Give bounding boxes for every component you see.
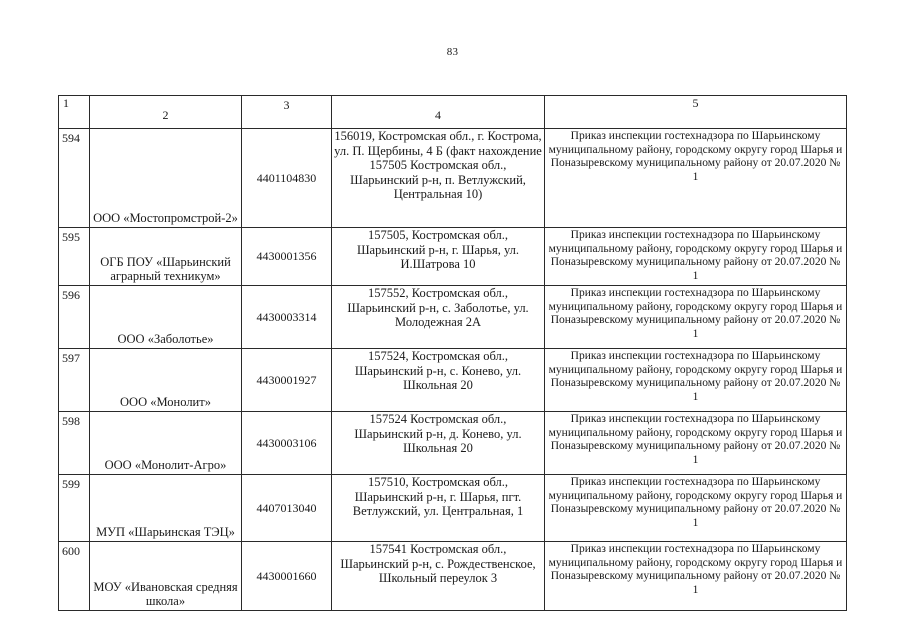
address: 157541 Костромская обл., Шарьинский р-н, с. Рождественское, Школьный переулок 3 <box>332 542 545 611</box>
address: 157524 Костромская обл., Шарьинский р-н, д. Конево, ул. Школьная 20 <box>332 412 545 475</box>
order-reference: Приказ инспекции гостехнадзора по Шарьинскому муниципальному району, городскому округу город Шарья и Поназыревскому муниципальному району от 20.07.2020 № 1 <box>545 542 847 611</box>
row-number: 597 <box>59 349 90 412</box>
table-row <box>59 129 847 228</box>
row-number: 600 <box>59 542 90 611</box>
order-reference: Приказ инспекции гостехнадзора по Шарьинскому муниципальному району, городскому округу город Шарья и Поназыревскому муниципальному району от 20.07.2020 № 1 <box>545 228 847 286</box>
inn-value: 4430001927 <box>242 349 332 412</box>
header-col-3: 3 <box>242 96 332 129</box>
row-number: 595 <box>59 228 90 286</box>
address: 157505, Костромская обл., Шарьинский р-н, г. Шарья, ул. И.Шатрова 10 <box>332 228 545 286</box>
inn-value: 4430001356 <box>242 228 332 286</box>
organization-name: МУП «Шарьинская ТЭЦ» <box>90 475 242 542</box>
inn-value: 4430003314 <box>242 286 332 349</box>
header-col-1: 1 <box>59 96 90 129</box>
table-row <box>59 542 847 611</box>
registry-table <box>58 95 847 611</box>
header-col-5: 5 <box>545 96 847 129</box>
row-number: 594 <box>59 129 90 228</box>
order-reference: Приказ инспекции гостехнадзора по Шарьинскому муниципальному району, городскому округу город Шарья и Поназыревскому муниципальному району от 20.07.2020 № 1 <box>545 129 847 228</box>
table-row <box>59 475 847 542</box>
address: 156019, Костромская обл., г. Кострома, ул. П. Щербины, 4 Б (факт нахождение 157505 Костромская обл., Шарьинский р-н, п. Ветлужский, Центральная 10) <box>332 129 545 228</box>
order-reference: Приказ инспекции гостехнадзора по Шарьинскому муниципальному району, городскому округу город Шарья и Поназыревскому муниципальному району от 20.07.2020 № 1 <box>545 349 847 412</box>
address: 157552, Костромская обл., Шарьинский р-н, с. Заболотье, ул. Молодежная 2А <box>332 286 545 349</box>
organization-name: МОУ «Ивановская средняя школа» <box>90 542 242 611</box>
page-number: 83 <box>446 46 459 58</box>
table-row <box>59 286 847 349</box>
inn-value: 4430003106 <box>242 412 332 475</box>
row-number: 598 <box>59 412 90 475</box>
order-reference: Приказ инспекции гостехнадзора по Шарьинскому муниципальному району, городскому округу город Шарья и Поназыревскому муниципальному району от 20.07.2020 № 1 <box>545 475 847 542</box>
organization-name: ООО «Заболотье» <box>90 286 242 349</box>
table-header-row <box>59 96 847 129</box>
organization-name: ООО «Монолит» <box>90 349 242 412</box>
inn-value: 4401104830 <box>242 129 332 228</box>
organization-name: ОГБ ПОУ «Шарьинский аграрный техникум» <box>90 228 242 286</box>
header-col-4: 4 <box>332 96 545 129</box>
table-row <box>59 412 847 475</box>
row-number: 596 <box>59 286 90 349</box>
address: 157524, Костромская обл., Шарьинский р-н, с. Конево, ул. Школьная 20 <box>332 349 545 412</box>
address: 157510, Костромская обл., Шарьинский р-н, г. Шарья, пгт. Ветлужский, ул. Центральная, 1 <box>332 475 545 542</box>
organization-name: ООО «Монолит-Агро» <box>90 412 242 475</box>
organization-name: ООО «Мостопромстрой-2» <box>90 129 242 228</box>
inn-value: 4430001660 <box>242 542 332 611</box>
table-row <box>59 228 847 286</box>
order-reference: Приказ инспекции гостехнадзора по Шарьинскому муниципальному району, городскому округу город Шарья и Поназыревскому муниципальному району от 20.07.2020 № 1 <box>545 286 847 349</box>
order-reference: Приказ инспекции гостехнадзора по Шарьинскому муниципальному району, городскому округу город Шарья и Поназыревскому муниципальному району от 20.07.2020 № 1 <box>545 412 847 475</box>
row-number: 599 <box>59 475 90 542</box>
header-col-2: 2 <box>90 96 242 129</box>
inn-value: 4407013040 <box>242 475 332 542</box>
table-row <box>59 349 847 412</box>
